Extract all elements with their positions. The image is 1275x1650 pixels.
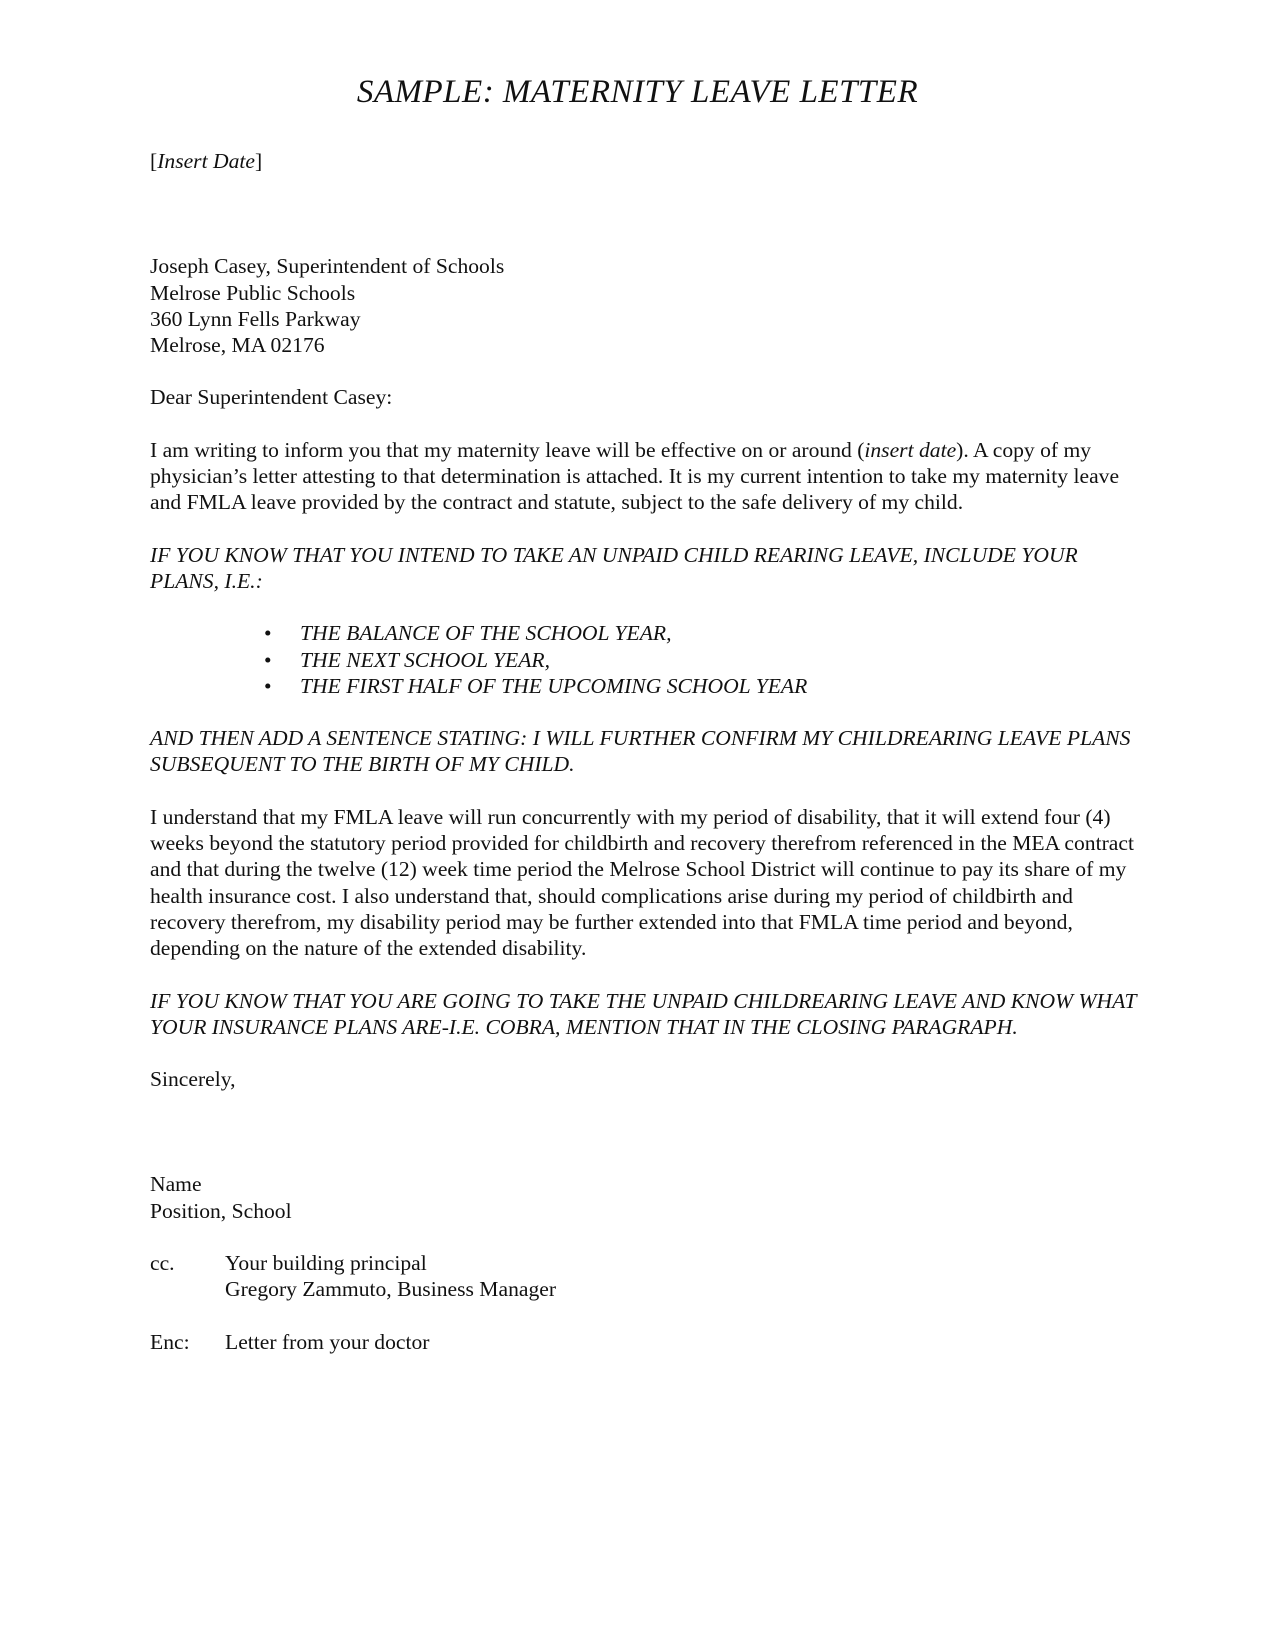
recipient-line: Melrose, MA 02176 <box>150 333 325 358</box>
cc-recipient: Gregory Zammuto, Business Manager <box>225 1277 557 1302</box>
recipient-line: Joseph Casey, Superintendent of Schools <box>150 254 505 279</box>
instruction-3: IF YOU KNOW THAT YOU ARE GOING TO TAKE THE UNPAID CHILDREARING LEAVE AND KNOW WHAT YOUR INSURANCE PLANS ARE-I.E. COBRA, MENTION THAT IN THE CLOSING PARAGRAPH. <box>150 988 1137 1039</box>
list-item-text: THE FIRST HALF OF THE UPCOMING SCHOOL YEAR <box>300 673 808 698</box>
recipient-line: Melrose Public Schools <box>150 280 356 305</box>
signature-block <box>150 1171 1140 1224</box>
cc-recipient: Your building principal <box>225 1251 427 1276</box>
enc-value: Letter from your doctor <box>225 1329 430 1354</box>
paragraph-1 <box>150 437 1140 516</box>
date-placeholder-text: Insert Date <box>157 149 255 173</box>
bullet-icon: • <box>264 673 272 698</box>
paragraph-1-italic: insert date <box>864 437 957 462</box>
date-placeholder <box>150 148 1140 174</box>
letter-body <box>150 148 1140 1355</box>
paragraph-1-text: ). A copy of my physician’s letter attesting to that determination is attached. It is my current intention to take my maternity leave and FMLA leave provided by the contract and statute, subject to the safe delivery of my child. <box>150 437 1120 515</box>
date-bracket-close: ] <box>254 149 263 173</box>
bullet-icon: • <box>264 621 272 646</box>
closing: Sincerely, <box>150 1067 236 1092</box>
bullet-icon: • <box>264 647 272 672</box>
instruction-1: IF YOU KNOW THAT YOU INTEND TO TAKE AN UNPAID CHILD REARING LEAVE, INCLUDE YOUR PLANS, I.E.: <box>150 542 1078 593</box>
list-item <box>150 673 1140 699</box>
enclosure-block <box>150 1329 1140 1355</box>
document-title: SAMPLE: MATERNITY LEAVE LETTER <box>356 74 919 110</box>
list-item <box>150 620 1140 646</box>
paragraph-2: I understand that my FMLA leave will run concurrently with my period of disability, that it will extend four (4) weeks beyond the statutory period provided for childbirth and recovery therefrom referenced in the MEA contract and that during the twelve (12) week time period the Melrose School District will continue to pay its share of my health insurance cost. I also understand that, should complications arise during my period of childbirth and recovery therefrom, my disability period may be further extended into that FMLA time period and beyond, depending on the nature of the extended disability. <box>150 804 1134 961</box>
paragraph-1-text: I am writing to inform you that my maternity leave will be effective on or around ( <box>150 437 865 462</box>
signature-position: Position, School <box>150 1198 292 1223</box>
date-bracket-open: [ <box>150 149 158 173</box>
recipient-address <box>150 253 1140 358</box>
instruction-2: AND THEN ADD A SENTENCE STATING: I WILL FURTHER CONFIRM MY CHILDREARING LEAVE PLANS SUBSEQUENT TO THE BIRTH OF MY CHILD. <box>150 726 1131 777</box>
cc-label: cc. <box>150 1251 175 1276</box>
list-item-text: THE NEXT SCHOOL YEAR, <box>300 647 550 672</box>
signature-name: Name <box>150 1172 202 1197</box>
list-item <box>150 647 1140 673</box>
cc-block <box>150 1250 1140 1303</box>
recipient-line: 360 Lynn Fells Parkway <box>150 306 361 331</box>
enc-label: Enc: <box>150 1329 190 1354</box>
plans-list <box>150 620 1140 699</box>
list-item-text: THE BALANCE OF THE SCHOOL YEAR, <box>300 621 672 646</box>
salutation: Dear Superintendent Casey: <box>150 385 393 410</box>
